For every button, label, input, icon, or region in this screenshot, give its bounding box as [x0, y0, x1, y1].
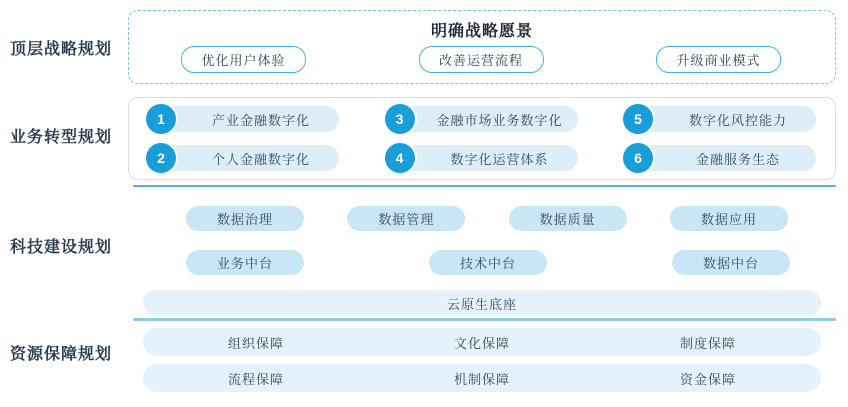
resource-system: 制度保障 — [679, 335, 736, 351]
resource-bar-2 — [143, 364, 821, 392]
section-divider-top — [133, 185, 836, 187]
transformation-item-2 — [146, 143, 339, 173]
tech-pill-business-platform: 业务中台 — [186, 250, 304, 275]
transformation-item-label: 金融服务生态 — [634, 145, 816, 171]
transformation-item-label: 个人金融数字化 — [157, 145, 339, 171]
transformation-item-1 — [146, 104, 339, 134]
transformation-item-6 — [623, 143, 816, 173]
transformation-item-label: 产业金融数字化 — [157, 106, 339, 132]
number-badge-3: 3 — [385, 104, 415, 134]
transformation-item-label: 数字化风控能力 — [634, 106, 816, 132]
number-badge-2: 2 — [146, 143, 176, 173]
tech-pill-data-platform: 数据中台 — [672, 250, 790, 275]
tech-pill-tech-platform: 技术中台 — [429, 250, 547, 275]
tech-pill-data-application: 数据应用 — [670, 206, 788, 231]
resource-process: 流程保障 — [227, 371, 284, 387]
transformation-row-1 — [146, 104, 816, 134]
band-label-top-strategy: 顶层战略规划 — [10, 41, 113, 58]
tech-pill-data-management: 数据管理 — [347, 206, 465, 231]
resource-bar-1 — [143, 328, 821, 356]
transformation-box — [128, 97, 836, 180]
transformation-item-3 — [385, 104, 578, 134]
band-label-tech-construction: 科技建设规划 — [10, 239, 113, 256]
resource-org: 组织保障 — [227, 335, 284, 351]
tech-row-data — [186, 206, 788, 231]
band-label-business-transform: 业务转型规划 — [10, 129, 113, 146]
number-badge-1: 1 — [146, 104, 176, 134]
vision-button-row — [181, 46, 781, 73]
transformation-item-4 — [385, 143, 578, 173]
tech-row-platforms — [186, 250, 790, 275]
vision-item-user-experience: 优化用户体验 — [181, 46, 306, 73]
section-divider-bottom — [133, 318, 836, 321]
transformation-item-label: 数字化运营体系 — [396, 145, 578, 171]
resource-funding: 资金保障 — [679, 371, 736, 387]
tech-pill-data-quality: 数据质量 — [509, 206, 627, 231]
transformation-item-label: 金融市场业务数字化 — [396, 106, 578, 132]
transformation-item-5 — [623, 104, 816, 134]
tech-pill-data-governance: 数据治理 — [186, 206, 304, 231]
vision-box — [128, 10, 836, 84]
number-badge-5: 5 — [623, 104, 653, 134]
tech-cloud-native-base: 云原生底座 — [143, 290, 821, 316]
vision-item-business-model: 升级商业模式 — [656, 46, 781, 73]
vision-title: 明确战略愿景 — [430, 23, 533, 40]
number-badge-4: 4 — [385, 143, 415, 173]
vision-item-operations: 改善运营流程 — [419, 46, 544, 73]
resource-mechanism: 机制保障 — [453, 371, 510, 387]
band-label-resource-guarantee: 资源保障规划 — [10, 346, 113, 363]
resource-culture: 文化保障 — [453, 335, 510, 351]
number-badge-6: 6 — [623, 143, 653, 173]
transformation-row-2 — [146, 143, 816, 173]
